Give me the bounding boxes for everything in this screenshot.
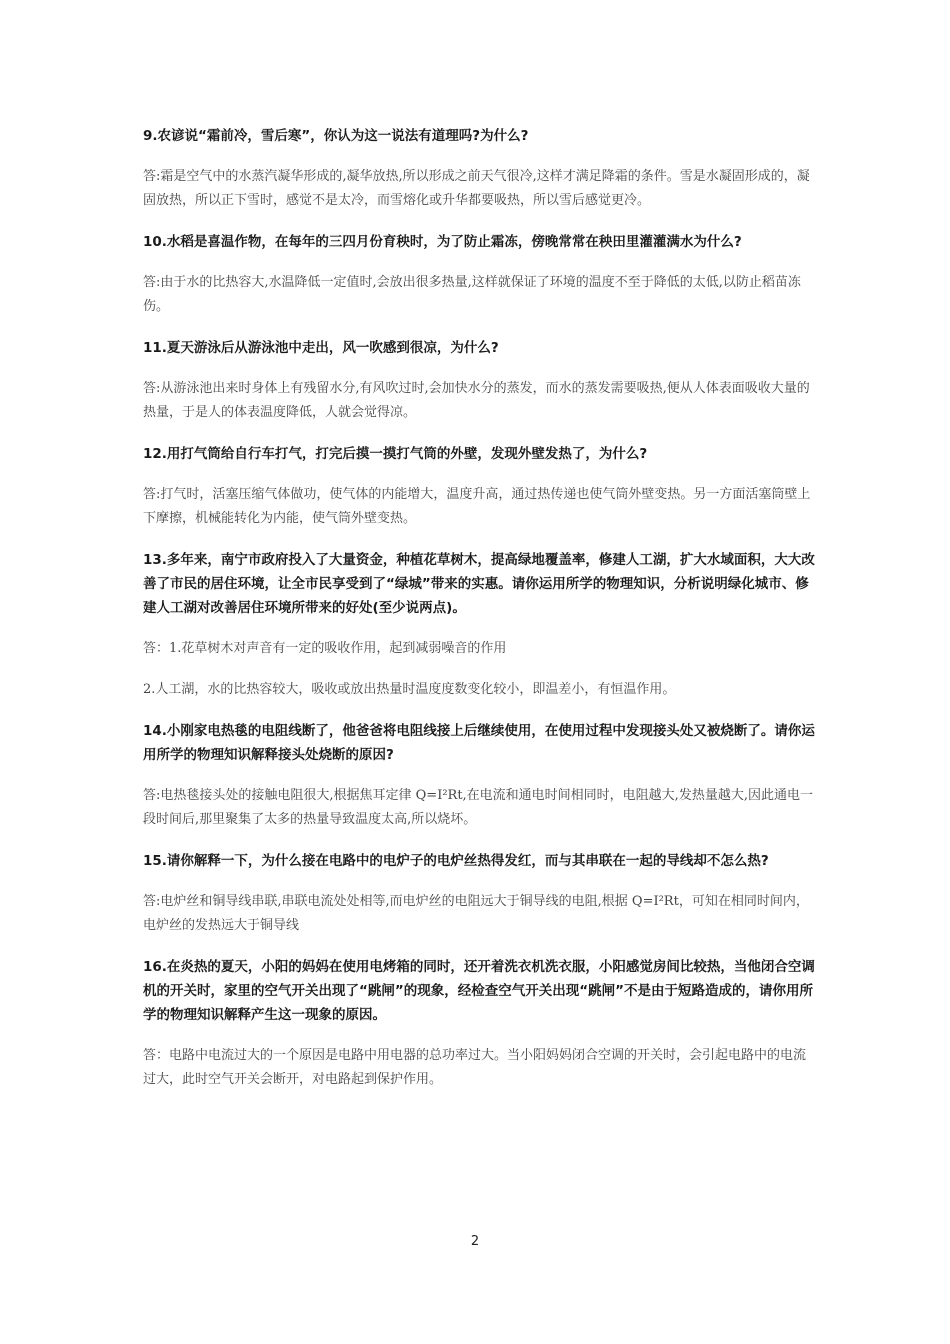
answer-11: 答:从游泳池出来时身体上有残留水分,有风吹过时,会加快水分的蒸发，而水的蒸发需要吸热,便从人体表面吸收大量的热量，于是人的体表温度降低，人就会觉得凉。 — [143, 381, 810, 420]
question-16: 16.在炎热的夏天，小阳的妈妈在使用电烤箱的同时，还开着洗衣机洗衣服，小阳感觉房间比较热，当他闭合空调机的开关时，家里的空气开关出现了“跳闸”的现象，经检查空气开关出现“跳闸”不是由于短路造成的，请你用所学的物理知识解释产生这一现象的原因。 — [143, 959, 815, 1023]
page-number: 2 — [470, 1234, 480, 1249]
answer-14: 答:电热毯接头处的接触电阻很大,根据焦耳定律 Q=I²Rt,在电流和通电时间相同时，电阻越大,发热量越大,因此通电一段时间后,那里聚集了太多的热量导致温度太高,所以烧坏。 — [143, 788, 813, 827]
answer-10: 答:由于水的比热容大,水温降低一定值时,会放出很多热量,这样就保证了环境的温度不至于降低的太低,以防止稻苗冻伤。 — [143, 275, 801, 314]
answer-13-point-2: 2.人工湖，水的比热容较大，吸收或放出热量时温度度数变化较小，即温差小，有恒温作用。 — [143, 682, 676, 697]
question-15: 15.请你解释一下，为什么接在电路中的电炉子的电炉丝热得发红，而与其串联在一起的导线却不怎么热? — [143, 853, 769, 869]
qa-content — [143, 124, 815, 1109]
answer-16: 答：电路中电流过大的一个原因是电路中用电器的总功率过大。当小阳妈妈闭合空调的开关时，会引起电路中的电流过大，此时空气开关会断开，对电路起到保护作用。 — [143, 1048, 807, 1087]
question-10: 10.水稻是喜温作物，在每年的三四月份育秧时，为了防止霜冻，傍晚常常在秧田里灌灌满水为什么? — [143, 234, 742, 250]
question-9: 9.农谚说“霜前冷，雪后寒”，你认为这一说法有道理吗?为什么? — [143, 128, 529, 144]
question-14: 14.小刚家电热毯的电阻线断了，他爸爸将电阻线接上后继续使用，在使用过程中发现接头处又被烧断了。请你运用所学的物理知识解释接头处烧断的原因? — [143, 723, 815, 763]
question-12: 12.用打气筒给自行车打气，打完后摸一摸打气筒的外壁，发现外壁发热了，为什么? — [143, 446, 648, 462]
answer-12: 答:打气时，活塞压缩气体做功，使气体的内能增大，温度升高，通过热传递也使气筒外壁变热。另一方面活塞筒壁上下摩擦，机械能转化为内能，使气筒外壁变热。 — [143, 487, 811, 526]
question-13: 13.多年来，南宁市政府投入了大量资金，种植花草树木，提高绿地覆盖率，修建人工湖，扩大水域面积，大大改善了市民的居住环境，让全市民享受到了“绿城”带来的实惠。请你运用所学的物理知识，分析说明绿化城市、修建人工湖对改善居住环境所带来的好处(至少说两点)。 — [143, 552, 815, 616]
answer-13-point-1: 答：1.花草树木对声音有一定的吸收作用，起到减弱噪音的作用 — [143, 641, 507, 656]
question-11: 11.夏天游泳后从游泳池中走出，风一吹感到很凉，为什么? — [143, 340, 499, 356]
answer-9: 答:霜是空气中的水蒸汽凝华形成的,凝华放热,所以形成之前天气很冷,这样才满足降霜的条件。雪是水凝固形成的，凝固放热，所以正下雪时，感觉不是太冷，而雪熔化或升华都要吸热，所以雪后感觉更冷。 — [143, 169, 810, 208]
answer-15: 答:电炉丝和铜导线串联,串联电流处处相等,而电炉丝的电阻远大于铜导线的电阻,根据 Q=I²Rt，可知在相同时间内，电炉丝的发热远大于铜导线 — [143, 894, 809, 933]
